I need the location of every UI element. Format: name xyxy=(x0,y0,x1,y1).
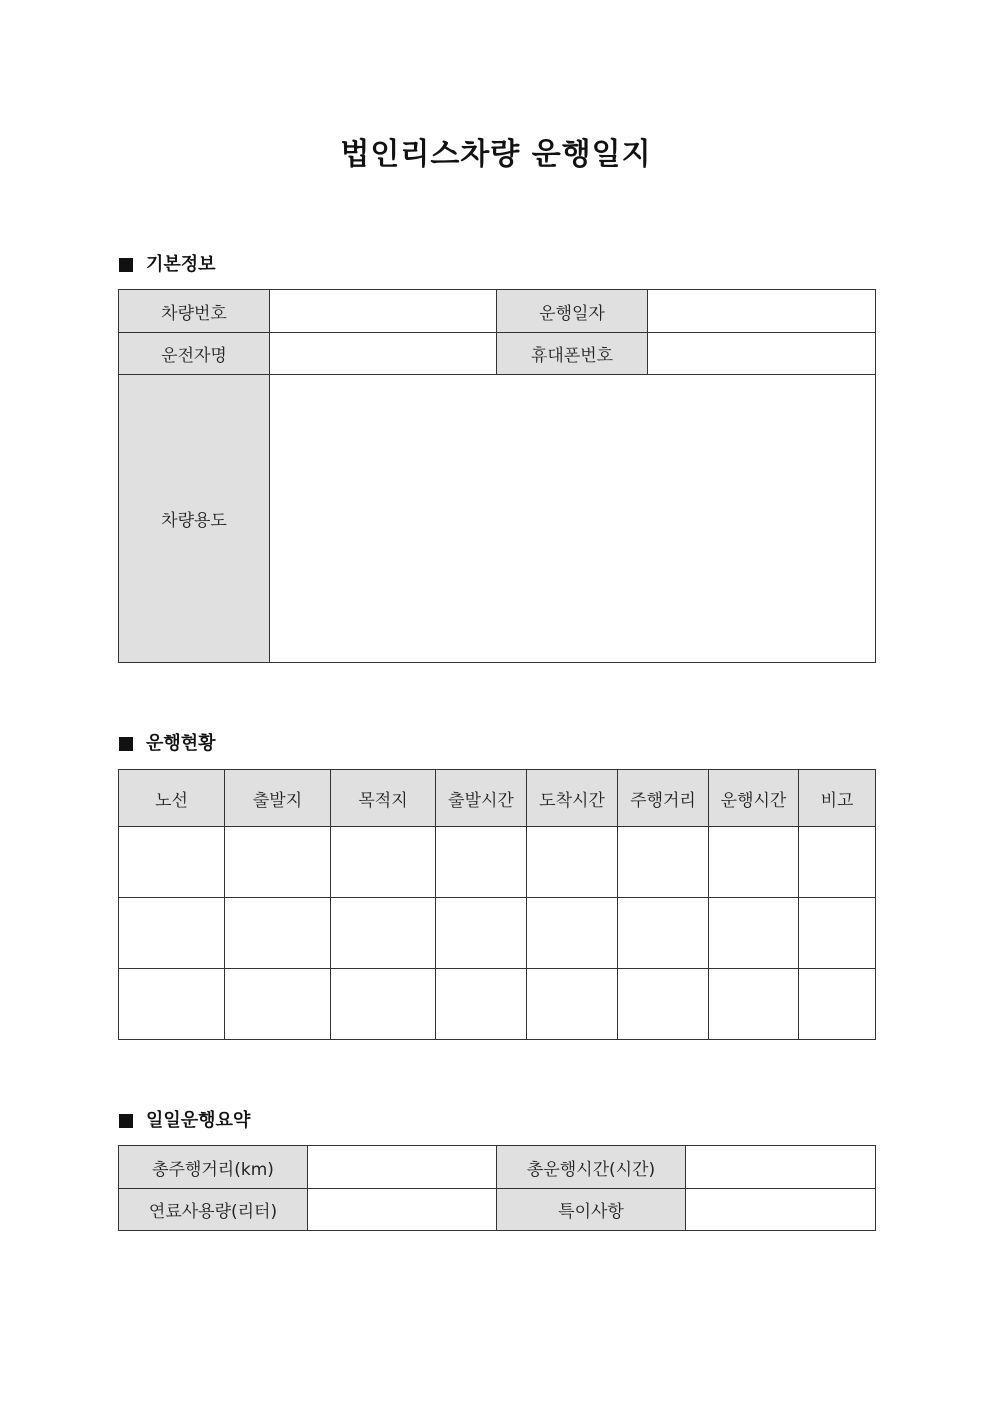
page-title: 법인리스차량 운행일지 xyxy=(340,137,652,172)
table-cell[interactable] xyxy=(618,827,709,898)
total-distance-field[interactable] xyxy=(308,1146,497,1189)
operation-date-label: 운행일자 xyxy=(497,290,648,333)
square-bullet-icon xyxy=(119,1114,133,1128)
remarks-field[interactable] xyxy=(686,1189,876,1231)
table-row xyxy=(119,290,876,333)
section-title: 일일운행요약 xyxy=(146,1110,251,1131)
column-header-route: 노선 xyxy=(119,770,225,827)
operation-date-field[interactable] xyxy=(648,290,876,333)
table-cell[interactable] xyxy=(618,969,709,1040)
table-cell[interactable] xyxy=(436,969,527,1040)
table-cell[interactable] xyxy=(225,898,331,969)
table-cell[interactable] xyxy=(119,969,225,1040)
table-cell[interactable] xyxy=(527,827,618,898)
column-header-operation-time: 운행시간 xyxy=(709,770,799,827)
table-cell[interactable] xyxy=(709,969,799,1040)
table-row xyxy=(119,1189,876,1231)
table-cell[interactable] xyxy=(618,898,709,969)
table-cell[interactable] xyxy=(709,827,799,898)
total-time-field[interactable] xyxy=(686,1146,876,1189)
column-header-arrival-time: 도착시간 xyxy=(527,770,618,827)
table-cell[interactable] xyxy=(119,898,225,969)
table-cell[interactable] xyxy=(799,969,876,1040)
column-header-distance: 주행거리 xyxy=(618,770,709,827)
section-heading-operation-status xyxy=(119,731,216,757)
basic-info-table xyxy=(118,289,876,663)
driver-name-label: 운전자명 xyxy=(119,333,270,375)
daily-summary-table xyxy=(118,1145,876,1231)
remarks-label: 특이사항 xyxy=(497,1189,686,1231)
fuel-usage-label: 연료사용량(리터) xyxy=(119,1189,308,1231)
table-row xyxy=(119,333,876,375)
phone-number-field[interactable] xyxy=(648,333,876,375)
table-cell[interactable] xyxy=(331,827,436,898)
table-cell[interactable] xyxy=(225,969,331,1040)
section-heading-daily-summary xyxy=(119,1108,250,1134)
vehicle-purpose-label: 차량용도 xyxy=(119,375,270,663)
column-header-departure: 출발지 xyxy=(225,770,331,827)
table-row xyxy=(119,827,876,898)
table-cell[interactable] xyxy=(331,898,436,969)
square-bullet-icon xyxy=(119,258,133,272)
table-cell[interactable] xyxy=(436,827,527,898)
vehicle-purpose-field[interactable] xyxy=(270,375,876,663)
total-time-label: 총운행시간(시간) xyxy=(497,1146,686,1189)
table-cell[interactable] xyxy=(527,898,618,969)
table-cell[interactable] xyxy=(225,827,331,898)
table-row xyxy=(119,375,876,663)
table-row xyxy=(119,969,876,1040)
table-cell[interactable] xyxy=(527,969,618,1040)
table-cell[interactable] xyxy=(119,827,225,898)
table-row xyxy=(119,898,876,969)
total-distance-label: 총주행거리(km) xyxy=(119,1146,308,1189)
operation-status-table xyxy=(118,769,876,1040)
vehicle-number-label: 차량번호 xyxy=(119,290,270,333)
fuel-usage-field[interactable] xyxy=(308,1189,497,1231)
section-title: 기본정보 xyxy=(146,254,216,275)
vehicle-number-field[interactable] xyxy=(270,290,497,333)
table-header-row xyxy=(119,770,876,827)
table-row xyxy=(119,1146,876,1189)
table-cell[interactable] xyxy=(799,827,876,898)
square-bullet-icon xyxy=(119,737,133,751)
table-cell[interactable] xyxy=(436,898,527,969)
table-cell[interactable] xyxy=(709,898,799,969)
section-title: 운행현황 xyxy=(146,733,216,754)
column-header-remarks: 비고 xyxy=(799,770,876,827)
column-header-departure-time: 출발시간 xyxy=(436,770,527,827)
column-header-destination: 목적지 xyxy=(331,770,436,827)
phone-number-label: 휴대폰번호 xyxy=(497,333,648,375)
section-heading-basic-info xyxy=(119,252,216,278)
table-cell[interactable] xyxy=(331,969,436,1040)
driver-name-field[interactable] xyxy=(270,333,497,375)
table-cell[interactable] xyxy=(799,898,876,969)
